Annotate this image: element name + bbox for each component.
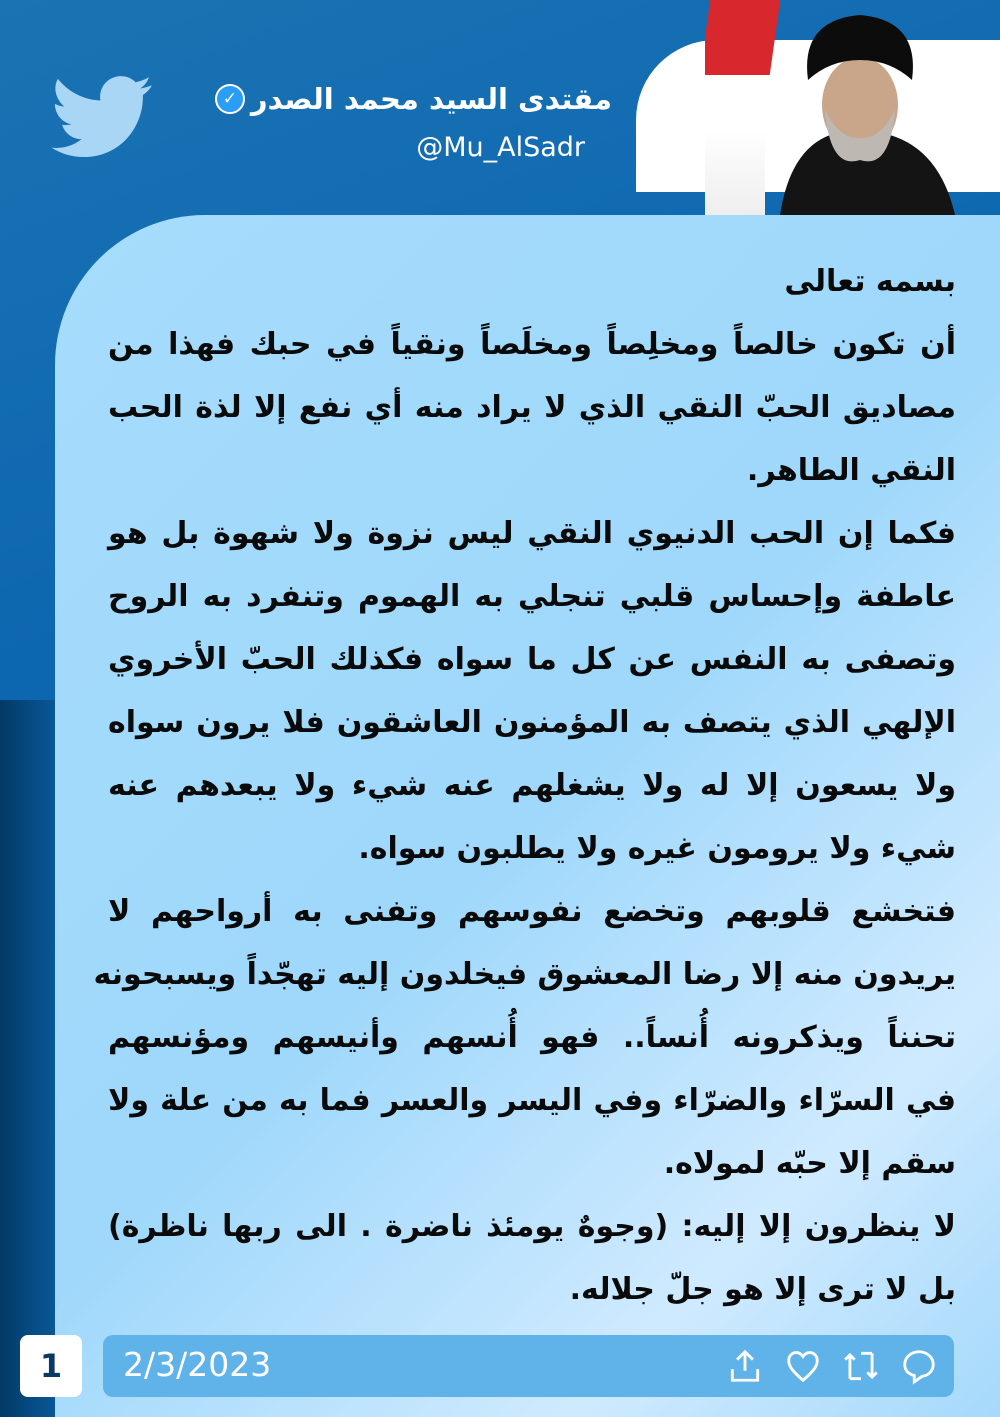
tweet-line: بسمه تعالى [784,264,956,299]
tweet-line: النقي الطاهر. [746,453,956,488]
tweet-line: فتخشع قلوبهم وتخضع نفوسهم وتفنى به أرواحهم لا [108,894,956,929]
tweet-line: في السرّاء والضرّاء وفي اليسر والعسر فما به من علة ولا [108,1083,956,1118]
tweet-line: شيء ولا يرومون غيره ولا يطلبون سواه. [358,831,956,866]
share-icon[interactable] [726,1347,764,1385]
action-icons [726,1347,938,1385]
page-number: 1 [20,1335,82,1397]
retweet-icon[interactable] [842,1347,880,1385]
tweet-text [93,258,956,1329]
flag-white-stripe [705,130,765,215]
tweet-line: وتصفى به النفس عن كل ما سواه فكذلك الحبّ الأخروي [108,642,956,677]
display-name: مقتدى السيد محمد الصدر [250,82,612,116]
left-strip [0,700,60,1417]
tweet-line: بل لا ترى إلا هو جلّ جلاله. [569,1272,956,1307]
tweet-line: لا ينظرون إلا إليه: (وجوهٌ يومئذ ناضرة . الى ربها ناظرة) [108,1209,956,1244]
tweet-date: 2/3/2023 [123,1345,272,1384]
profile-photo [705,0,965,215]
verified-badge-icon: ✓ [215,84,245,114]
tweet-line: فكما إن الحب الدنيوي النقي ليس نزوة ولا شهوة بل هو [108,516,956,551]
account-name [215,82,612,116]
tweet-line: ولا يسعون إلا له ولا يشغلهم عنه شيء ولا يبعدهم عنه [108,768,956,803]
tweet-footer-bar [103,1335,954,1397]
twitter-bird-icon [50,75,155,160]
tweet-line: سقم إلا حبّه لمولاه. [663,1146,956,1181]
tweet-line: عاطفة وإحساس قلبي تنجلي به الهموم وتنفرد به الروح [108,579,956,614]
tweet-line: أن تكون خالصاً ومخلِصاً ومخلَصاً ونقياً في حبك فهذا من [108,327,956,362]
tweet-line: الإلهي الذي يتصف به المؤمنون العاشقون فلا يرون سواه [108,705,956,740]
tweet-line: يريدون منه إلا رضا المعشوق فيخلدون إليه تهجّداً ويسبحونه [93,957,956,992]
tweet-line: مصاديق الحبّ النقي الذي لا يراد منه أي نفع إلا لذة الحب [108,390,956,425]
reply-icon[interactable] [900,1347,938,1385]
tweet-line: تحنناً ويذكرونه أُنساً.. فهو أُنسهم وأنيسهم ومؤنسهم [108,1020,956,1055]
like-icon[interactable] [784,1347,822,1385]
account-handle: @Mu_AlSadr [416,132,585,163]
person-illustration [760,10,960,215]
